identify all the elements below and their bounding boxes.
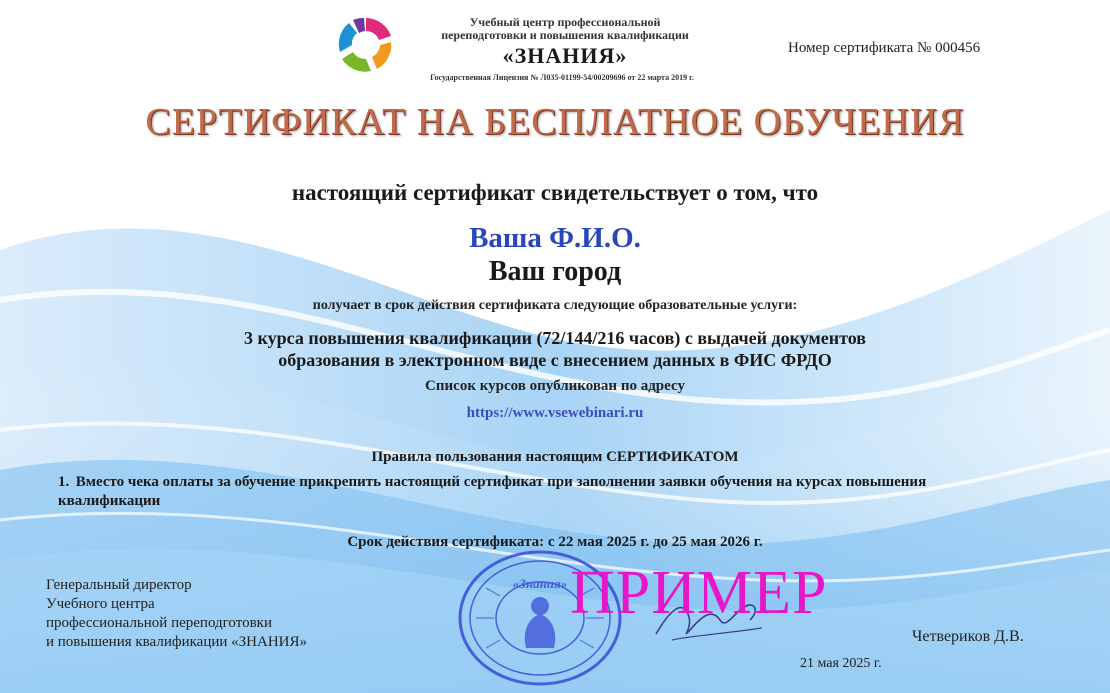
director-line: и повышения квалификации «ЗНАНИЯ» (46, 634, 307, 650)
rule-item (58, 473, 978, 511)
org-name-line2: переподготовки и повышения квалификации (441, 28, 689, 42)
website-link[interactable]: https://www.vsewebinari.ru (466, 405, 644, 421)
director-title (46, 576, 376, 652)
stamp-label: «Знания» (512, 576, 568, 591)
organization-logo (335, 14, 397, 76)
director-line: Генеральный директор (46, 577, 192, 593)
org-name: «ЗНАНИЯ» (502, 43, 628, 68)
courses-line1: 3 курса повышения квалификации (72/144/216 часов) с выдачей документов (243, 328, 866, 348)
director-line: Учебного центра (46, 596, 155, 612)
director-line: профессиональной переподготовки (46, 615, 272, 631)
course-list-note: Список курсов опубликован по адресу (425, 378, 685, 394)
certificate-number: Номер сертификата № 000456 (788, 40, 981, 56)
license-line: Государственная Лицензия № Л035-01199-54/00209696 от 22 марта 2019 г. (430, 73, 694, 82)
org-name-line1: Учебный центр профессиональной (469, 15, 661, 29)
recipient-name: Ваша Ф.И.О. (469, 222, 641, 254)
rule-number: 1. (58, 474, 70, 490)
validity-period: Срок действия сертификата: с 22 мая 2025 г. до 25 мая 2026 г. (347, 534, 763, 550)
receives-text: получает в срок действия сертификата следующие образовательные услуги: (312, 298, 798, 313)
rule-text: Вместо чека оплаты за обучение прикрепить настоящий сертификат при заполнении заявки обучения на курсах повышения квалификации (58, 474, 927, 509)
recipient-city: Ваш город (488, 256, 622, 287)
sample-watermark: ПРИМЕР (570, 559, 828, 627)
intro-text: настоящий сертификат свидетельствует о том, что (291, 180, 819, 205)
certificate-title: СЕРТИФИКАТ НА БЕСПЛАТНОЕ ОБУЧЕНИЯ (145, 101, 965, 143)
issue-date: 21 мая 2025 г. (800, 656, 882, 671)
courses-description (0, 327, 1110, 371)
rules-title: Правила пользования настоящим СЕРТИФИКАТОМ (371, 449, 739, 465)
courses-line2: образования в электронном виде с внесением данных в ФИС ФРДО (278, 350, 832, 370)
signer-name: Четвериков Д.В. (912, 628, 1024, 645)
